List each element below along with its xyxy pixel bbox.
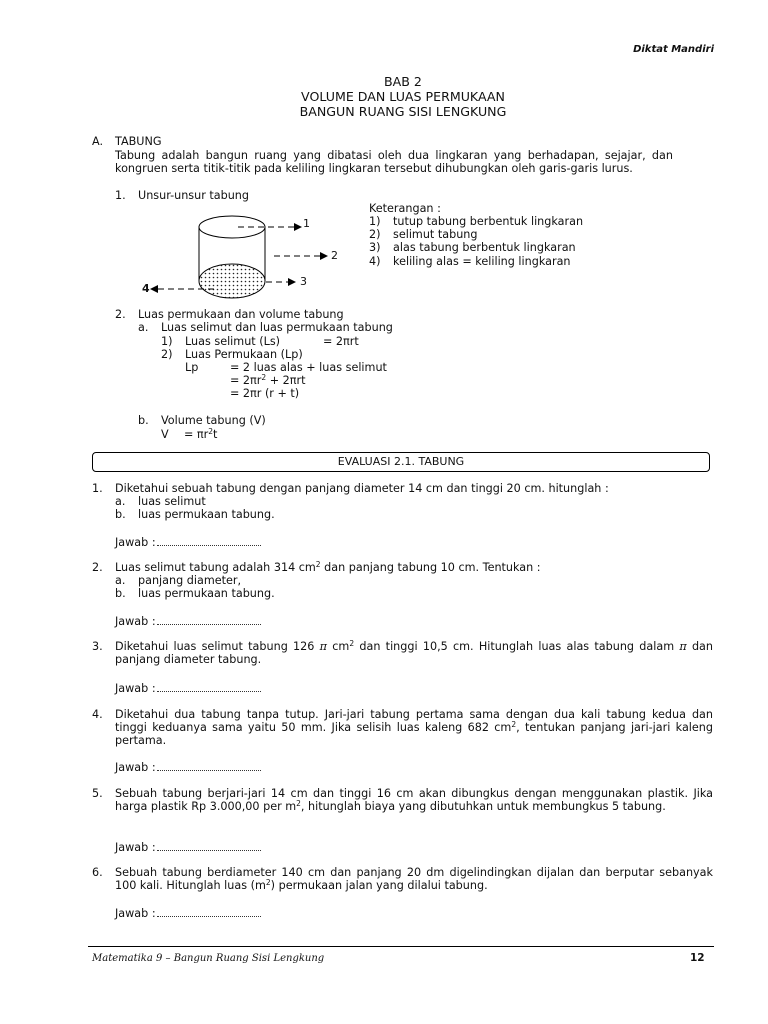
lp-label: Lp	[185, 361, 199, 374]
q2-number: 2.	[92, 561, 103, 574]
q1-a-text: luas selimut	[138, 495, 206, 508]
luas-a-title: Luas selimut dan luas permukaan tabung	[161, 321, 393, 334]
luas-item1-label: Luas selimut (Ls)	[185, 335, 281, 348]
arrow-label-2: 2	[331, 249, 338, 262]
q6-text: Sebuah tabung berdiameter 140 cm dan panjang 20 dm digelindingkan dijalan dan berputar sebanyak 100 kali. Hitunglah luas $(m^2)$ permukaan jalan yang dilalui tabung.	[115, 866, 713, 893]
q1-b-text: luas permukaan tabung.	[138, 508, 275, 521]
q2-a-text: panjang diameter,	[138, 574, 242, 587]
luas-item1-formula: = 2πrt	[323, 335, 359, 348]
q4-number: 4.	[92, 708, 103, 721]
q1-number: 1.	[92, 482, 103, 495]
arrow-label-4: 4	[142, 282, 150, 295]
arrow-2-head	[320, 252, 328, 260]
chapter-title: VOLUME DAN LUAS PERMUKAAN	[301, 89, 505, 104]
q5-jawab: Jawab :	[115, 840, 261, 854]
q2-answer-line[interactable]	[157, 614, 261, 625]
keterangan-text-4: keliling alas = keliling lingkaran	[393, 255, 571, 268]
luas-item2-num: 2)	[161, 348, 173, 361]
section-heading: TABUNG	[115, 135, 162, 148]
q1-answer-line[interactable]	[157, 535, 261, 546]
q1-a-letter: a.	[115, 495, 126, 508]
q1-b-letter: b.	[115, 508, 126, 521]
luas-a-letter: a.	[138, 321, 149, 334]
arrow-4-head	[150, 285, 158, 293]
q4-text: Diketahui dua tabung tanpa tutup. Jari-jari tabung pertama sama dengan dua kali tabung kedua dan tinggi keduanya sama yaitu 50 mm. Jika selisih luas kaleng 682 $cm^2$, tentukan panjang jari-jari kaleng pertama.	[115, 708, 713, 748]
unsur-label: Unsur-unsur tabung	[138, 189, 250, 202]
footer-title: Matematika 9 – Bangun Ruang Sisi Lengkung	[92, 953, 325, 964]
q2-text: Luas selimut tabung adalah 314 $cm^2$ dan panjang tabung 10 cm. Tentukan :	[115, 560, 541, 574]
q5-answer-line[interactable]	[157, 840, 261, 851]
page-number: 12	[690, 952, 705, 964]
chapter-number: BAB 2	[384, 74, 422, 89]
arrow-1-head	[294, 223, 302, 231]
volume-label: V	[161, 428, 169, 441]
keterangan-num-1: 1)	[369, 215, 381, 228]
q1-jawab: Jawab :	[115, 535, 261, 549]
q3-text: Diketahui luas selimut tabung 126 π $cm^2$ dan tinggi 10,5 cm. Hitunglah luas alas tabung dalam π dan panjang diameter tabung.	[115, 639, 714, 667]
volume-letter: b.	[138, 414, 149, 427]
q2-b-letter: b.	[115, 587, 126, 600]
unsur-number: 1.	[115, 189, 126, 202]
section-letter: A.	[92, 135, 104, 148]
q5-number: 5.	[92, 787, 103, 800]
keterangan-text-1: tutup tabung berbentuk lingkaran	[393, 215, 584, 228]
q2-b-text: luas permukaan tabung.	[138, 587, 275, 600]
keterangan-num-4: 4)	[369, 255, 381, 268]
q6-jawab: Jawab :	[115, 906, 261, 920]
q6-answer-line[interactable]	[157, 906, 261, 917]
q3-jawab: Jawab :	[115, 681, 261, 695]
lp-formula-3: = 2πr (r + t)	[230, 387, 300, 400]
q4-answer-line[interactable]	[157, 760, 261, 771]
volume-title: Volume tabung (V)	[161, 414, 266, 427]
keterangan-text-2: selimut tabung	[393, 228, 478, 241]
luas-title: Luas permukaan dan volume tabung	[138, 308, 344, 321]
q2-jawab: Jawab :	[115, 614, 261, 628]
q3-answer-line[interactable]	[157, 681, 261, 692]
arrow-label-1: 1	[303, 217, 310, 230]
keterangan-title: Keterangan :	[369, 202, 441, 215]
keterangan-num-3: 3)	[369, 241, 381, 254]
luas-number: 2.	[115, 308, 126, 321]
arrow-label-3: 3	[300, 275, 307, 288]
q4-jawab: Jawab :	[115, 760, 261, 774]
arrow-3-head	[288, 278, 296, 286]
keterangan-num-2: 2)	[369, 228, 381, 241]
cylinder-top-ellipse	[199, 216, 265, 238]
q3-number: 3.	[92, 640, 103, 653]
evaluasi-title: EVALUASI 2.1. TABUNG	[92, 452, 710, 472]
q5-text: Sebuah tabung berjari-jari 14 cm dan tinggi 16 cm akan dibungkus dengan menggunakan plastik. Jika harga plastik Rp 3.000,00 per $m^2$, hitunglah biaya yang dibutuhkan untuk membungkus 5 tabung.	[115, 787, 713, 814]
cylinder-bottom-ellipse	[199, 264, 265, 298]
q6-number: 6.	[92, 866, 103, 879]
definition-text: Tabung adalah bangun ruang yang dibatasi oleh dua lingkaran yang berhadapan, sejajar, dan kongruen serta titik-titik pada keliling lingkaran tersebut dihubungkan oleh garis-garis lurus.	[115, 149, 673, 176]
chapter-subtitle: BANGUN RUANG SISI LENGKUNG	[299, 104, 507, 119]
q1-text: Diketahui sebuah tabung dengan panjang diameter 14 cm dan tinggi 20 cm. hitunglah :	[115, 482, 609, 495]
q2-a-letter: a.	[115, 574, 126, 587]
luas-item2-label: Luas Permukaan (Lp)	[185, 348, 303, 361]
luas-item1-num: 1)	[161, 335, 173, 348]
volume-formula: = $\pi r^2t$	[184, 427, 218, 441]
lp-formula-2: = $2\pi r^2 + 2\pi rt$	[230, 373, 306, 387]
header-label: Diktat Mandiri	[633, 44, 714, 55]
footer-divider	[88, 946, 714, 947]
lp-formula-1: = 2 luas alas + luas selimut	[230, 361, 387, 374]
keterangan-text-3: alas tabung berbentuk lingkaran	[393, 241, 576, 254]
